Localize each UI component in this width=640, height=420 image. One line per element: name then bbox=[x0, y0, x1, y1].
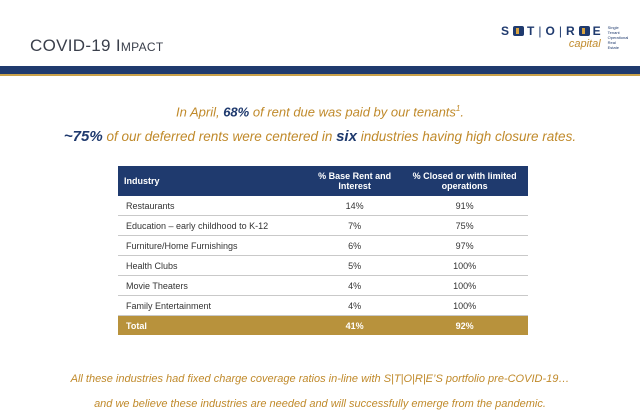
header-closed: % Closed or with limited operations bbox=[412, 171, 517, 191]
table-row bbox=[118, 256, 528, 276]
cell-rent: 5% bbox=[308, 256, 401, 276]
table-row bbox=[118, 236, 528, 256]
industry-count: six bbox=[336, 128, 357, 145]
logo-mark-icon bbox=[513, 26, 524, 36]
store-capital-logo bbox=[500, 24, 628, 54]
headline-rent-paid: In April, 68% of rent due was paid by our tenants$^1$. bbox=[176, 104, 464, 120]
rent-paid-percent: 68% bbox=[223, 104, 250, 120]
header-rule bbox=[0, 66, 640, 74]
table-row bbox=[118, 216, 528, 236]
industry-table bbox=[118, 166, 528, 335]
emerge-note: and we believe these industries are needed and will successfully emerge from the pandemic. bbox=[94, 398, 546, 410]
cell-industry: Family Entertainment bbox=[118, 296, 308, 316]
cell-industry: Furniture/Home Furnishings bbox=[118, 236, 308, 256]
table-row bbox=[118, 196, 528, 216]
cell-industry: Education – early childhood to K-12 bbox=[118, 216, 308, 236]
header-base-rent: % Base Rent and Interest bbox=[318, 171, 392, 191]
cell-industry: Movie Theaters bbox=[118, 276, 308, 296]
deferred-percent: ~75% bbox=[63, 128, 103, 145]
table-total-row bbox=[118, 316, 528, 336]
table-row bbox=[118, 276, 528, 296]
logo-mark-icon bbox=[579, 26, 590, 36]
cell-closed: 100% bbox=[401, 276, 528, 296]
cell-rent: 6% bbox=[308, 236, 401, 256]
cell-closed: 91% bbox=[401, 196, 528, 216]
logo-wordmark: S T | O | R E bbox=[501, 24, 602, 38]
logo-letter: E bbox=[592, 24, 602, 38]
logo-tagline: Single Tenant Operational Real Estate bbox=[607, 25, 629, 50]
cell-industry: Restaurants bbox=[118, 196, 308, 216]
logo-letter: T bbox=[527, 24, 536, 38]
cell-rent: 7% bbox=[308, 216, 401, 236]
cell-closed: 75% bbox=[401, 216, 528, 236]
logo-letter: O bbox=[545, 24, 556, 38]
footnote-marker: 1 bbox=[455, 104, 461, 113]
cell-closed: 97% bbox=[401, 236, 528, 256]
cell-closed: 100% bbox=[401, 296, 528, 316]
table-row bbox=[118, 296, 528, 316]
logo-letter: R bbox=[565, 24, 576, 38]
header-accent-rule bbox=[0, 74, 640, 76]
total-rent: 41% bbox=[345, 320, 364, 331]
logo-letter: S bbox=[501, 24, 511, 38]
coverage-note: All these industries had fixed charge coverage ratios in-line with S|T|O|R|E’S portfolio pre-COVID-19… bbox=[70, 373, 570, 385]
cell-industry: Health Clubs bbox=[118, 256, 308, 276]
cell-closed: 100% bbox=[401, 256, 528, 276]
total-label: Total bbox=[126, 320, 147, 331]
logo-subtitle: capital bbox=[568, 38, 601, 50]
page-title: COVID-19 Impact bbox=[30, 36, 164, 55]
header-industry: Industry bbox=[124, 176, 160, 186]
cell-rent: 4% bbox=[308, 296, 401, 316]
total-closed: 92% bbox=[455, 320, 474, 331]
headline-deferred-rents: ~75% of our deferred rents were centered in six industries having high closure rates. bbox=[63, 128, 577, 145]
table-header-row bbox=[118, 166, 528, 196]
cell-rent: 4% bbox=[308, 276, 401, 296]
cell-rent: 14% bbox=[308, 196, 401, 216]
